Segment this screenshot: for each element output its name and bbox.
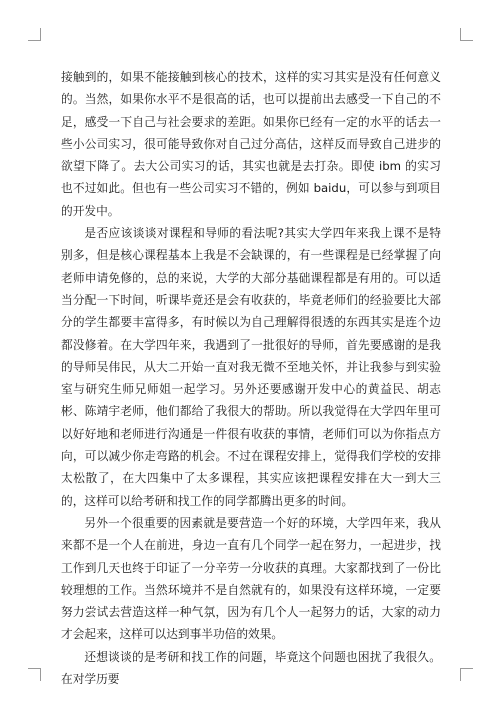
crop-mark-top-left: [28, 28, 41, 41]
crop-mark-top-right: [460, 28, 473, 41]
paragraph-grad-school-and-jobs: 还想谈谈的是考研和找工作的问题，毕竟这个问题也困扰了我很久。在对学历要: [61, 649, 441, 687]
paragraph-environment: 另外一个很重要的因素就是要营造一个好的环境，大学四年来，我从来都不是一个人在前进，身边一直有几个同学一起在努力，一起进步，找工作到几天也终于印证了一分辛劳一分收获的真理。大家都找到了一份比较理想的工作。当然环境并不是自然就有的，如果没有这样环境，一定要努力尝试去营造这样一种气氛，因为有几个人一起努力的话，大家的动力才会起来，这样可以达到事半功倍的效果。: [61, 515, 441, 642]
paragraph-courses-and-advisors: 是否应该谈谈对课程和导师的看法呢?其实大学四年来我上课不是特别多，但是核心课程基本上我是不会缺课的，有一些课程是已经掌握了向老师申请免修的，总的来说，大学的大部分基础课程都是有用的。可以适当分配一下时间，听课毕竟还是会有收获的，毕竟老师们的经验要比大部分的学生都要丰富得多，有时候以为自己理解得很透的东西其实是连个边都没修着。在大学四年来，我遇到了一批很好的导师，首先要感谢的是我的导师吴伟民，从大二开始一直对我无微不至地关怀，并让我参与到实验室与研究生师兄师姐一起学习。另外还要感谢开发中心的黄益民、胡志彬、陈靖宇老师，他们都给了我很大的帮助。所以我觉得在大学四年里可以好好地和老师进行沟通是一件很有收获的事情，老师们可以为你指点方向，可以减少你走弯路的机会。不过在课程安排上，觉得我们学校的安排太松散了，在大四集中了太多课程，其实应该把课程安排在大一到大三的，这样可以给考研和找工作的同学都腾出更多的时间。: [61, 226, 441, 508]
paragraph-internship: 接触到的，如果不能接触到核心的技术，这样的实习其实是没有任何意义的。当然，如果你水平不是很高的话，也可以提前出去感受一下自己的不足，感受一下自己与社会要求的差距。如果你已经有一定的水平的话去一些小公司实习，很可能导致你对自己过分高估，这样反而导致自己进步的欲望下降了。去大公司实习的话，其实也就是去打杂。即使 ibm 的实习也不过如此。但也有一些公司实习不错的，例如 baidu，可以参与到项目的开发中。: [61, 70, 441, 218]
crop-mark-bottom-right: [460, 668, 473, 681]
document-body: [61, 66, 441, 690]
crop-mark-bottom-left: [28, 668, 41, 681]
